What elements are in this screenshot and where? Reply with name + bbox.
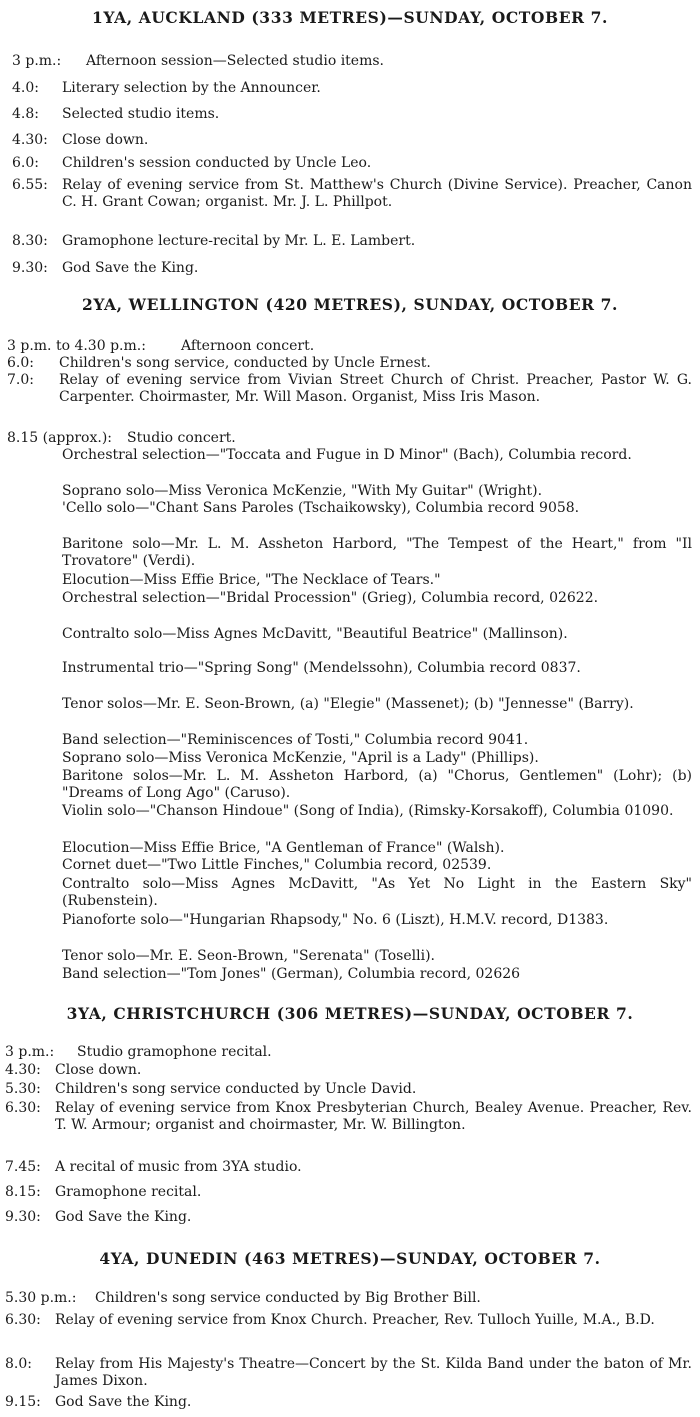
entry-text: Afternoon concert. <box>181 338 315 354</box>
entry-text: God Save the King. <box>55 1394 192 1410</box>
program-item: Contralto solo—Miss Agnes McDavitt, "As Yet No Light in the Eastern Sky" (Rubenstein). <box>62 876 692 909</box>
program-item: Cornet duet—"Two Little Finches," Columbia record, 02539. <box>62 857 492 873</box>
schedule-entry <box>12 53 692 70</box>
program-item: 'Cello solo—"Chant Sans Paroles (Tschaikowsky), Columbia record 9058. <box>62 500 580 516</box>
schedule-entry <box>12 132 692 149</box>
program-item: Band selection—"Reminiscences of Tosti," Columbia record 9041. <box>62 732 529 748</box>
entry-text: Studio concert. <box>127 430 236 446</box>
program-item: Soprano solo—Miss Veronica McKenzie, "April is a Lady" (Phillips). <box>62 750 539 766</box>
entry-time: 6.30: <box>5 1312 41 1328</box>
entry-text: Children's song service conducted by Uncle David. <box>55 1081 417 1097</box>
entry-time: 6.0: <box>12 155 39 171</box>
entry-text: A recital of music from 3YA studio. <box>55 1159 302 1175</box>
entry-text: Close down. <box>55 1062 142 1078</box>
entry-text: Literary selection by the Announcer. <box>62 80 321 96</box>
entry-time: 9.30: <box>5 1209 41 1225</box>
schedule-entry <box>12 155 692 172</box>
schedule-entry <box>7 372 692 423</box>
schedule-entry <box>5 1081 692 1098</box>
program-item: Violin solo—"Chanson Hindoue" (Song of India), (Rimsky-Korsakoff), Columbia 01090. <box>62 803 674 819</box>
entry-text: Children's session conducted by Uncle Leo. <box>62 155 372 171</box>
schedule-entry <box>7 430 692 447</box>
program-item: Soprano solo—Miss Veronica McKenzie, "With My Guitar" (Wright). <box>62 483 543 499</box>
program-item: Tenor solo—Mr. E. Seon-Brown, "Serenata" (Toselli). <box>62 948 435 964</box>
program-item: Band selection—"Tom Jones" (German), Columbia record, 02626 <box>62 966 521 982</box>
schedule-entry <box>12 260 692 277</box>
entry-time: 5.30 p.m.: <box>5 1290 77 1306</box>
entry-time: 8.30: <box>12 233 48 249</box>
entry-text: Relay of evening service from Knox Presbyterian Church, Bealey Avenue. Preacher, Rev. T. W. Armour; organist and choirmaster, Mr. W. Billington. <box>55 1100 692 1133</box>
entry-text: Children's song service conducted by Big Brother Bill. <box>95 1290 481 1306</box>
schedule-entry <box>12 177 692 228</box>
schedule-entry <box>5 1100 692 1151</box>
schedule-entry <box>7 355 692 372</box>
section-heading-wellington: 2YA, WELLINGTON (420 METRES), SUNDAY, OCTOBER 7. <box>81 295 619 314</box>
entry-time: 4.0: <box>12 80 39 96</box>
entry-text: God Save the King. <box>55 1209 192 1225</box>
entry-time: 3 p.m.: <box>12 53 62 69</box>
entry-time: 5.30: <box>5 1081 41 1097</box>
program-item: Contralto solo—Miss Agnes McDavitt, "Beautiful Beatrice" (Mallinson). <box>62 626 568 642</box>
entry-time: 4.8: <box>12 106 39 122</box>
entry-time: 8.15 (approx.): <box>7 430 112 446</box>
schedule-entry <box>12 106 692 123</box>
entry-text: Selected studio items. <box>62 106 220 122</box>
schedule-entry <box>5 1209 692 1226</box>
entry-text: Close down. <box>62 132 149 148</box>
schedule-entry <box>5 1044 692 1061</box>
entry-time: 4.30: <box>12 132 48 148</box>
entry-time: 3 p.m.: <box>5 1044 55 1060</box>
entry-time: 7.45: <box>5 1159 41 1175</box>
program-item: Pianoforte solo—"Hungarian Rhapsody," No. 6 (Liszt), H.M.V. record, D1383. <box>62 912 609 928</box>
entry-text: Children's song service, conducted by Uncle Ernest. <box>59 355 431 371</box>
schedule-entry <box>12 233 692 250</box>
schedule-entry <box>5 1159 692 1176</box>
schedule-entry <box>5 1356 692 1390</box>
schedule-entry <box>5 1312 692 1346</box>
program-item: Elocution—Miss Effie Brice, "A Gentleman of France" (Walsh). <box>62 840 505 856</box>
program-item: Tenor solos—Mr. E. Seon-Brown, (a) "Elegie" (Massenet); (b) "Jennesse" (Barry). <box>62 696 634 712</box>
section-heading-christchurch: 3YA, CHRISTCHURCH (306 METRES)—SUNDAY, OCTOBER 7. <box>66 1004 634 1023</box>
entry-text: Gramophone recital. <box>55 1184 202 1200</box>
program-item: Orchestral selection—"Bridal Procession" (Grieg), Columbia record, 02622. <box>62 590 599 606</box>
entry-time: 3 p.m. to 4.30 p.m.: <box>7 338 146 354</box>
schedule-entry <box>5 1290 692 1307</box>
entry-text: Relay of evening service from St. Matthew's Church (Divine Service). Preacher, Canon C. H. Grant Cowan; organist. Mr. J. L. Phillpot. <box>62 177 692 210</box>
entry-time: 9.30: <box>12 260 48 276</box>
entry-text: Studio gramophone recital. <box>77 1044 272 1060</box>
program-item: Orchestral selection—"Toccata and Fugue in D Minor" (Bach), Columbia record. <box>62 447 632 463</box>
program-item: Baritone solo—Mr. L. M. Assheton Harbord, "The Tempest of the Heart," from "Il Trovatore" (Verdi). <box>62 536 692 569</box>
entry-text: Relay of evening service from Knox Church. Preacher, Rev. Tulloch Yuille, M.A., B.D. <box>55 1312 655 1328</box>
section-heading-dunedin: 4YA, DUNEDIN (463 METRES)—SUNDAY, OCTOBER 7. <box>99 1249 601 1268</box>
entry-time: 7.0: <box>7 372 34 388</box>
program-item: Baritone solos—Mr. L. M. Assheton Harbord, (a) "Chorus, Gentlemen" (Lohr); (b) "Dreams of Long Ago" (Caruso). <box>62 768 692 801</box>
entry-text: Relay of evening service from Vivian Street Church of Christ. Preacher, Pastor W. G. Carpenter. Choirmaster, Mr. Will Mason. Organist, Miss Iris Mason. <box>59 372 692 405</box>
entry-time: 8.15: <box>5 1184 41 1200</box>
entry-time: 6.0: <box>7 355 34 371</box>
schedule-entry <box>12 80 692 97</box>
entry-time: 9.15: <box>5 1394 41 1410</box>
entry-text: Gramophone lecture-recital by Mr. L. E. Lambert. <box>62 233 416 249</box>
schedule-entry <box>5 1184 692 1201</box>
entry-time: 8.0: <box>5 1356 32 1372</box>
schedule-entry <box>5 1062 692 1079</box>
program-item: Elocution—Miss Effie Brice, "The Necklace of Tears." <box>62 572 441 588</box>
entry-text: God Save the King. <box>62 260 199 276</box>
entry-time: 6.55: <box>12 177 48 193</box>
schedule-entry <box>7 338 692 355</box>
entry-time: 4.30: <box>5 1062 41 1078</box>
entry-text: Relay from His Majesty's Theatre—Concert by the St. Kilda Band under the baton of Mr. James Dixon. <box>55 1356 692 1389</box>
section-heading-auckland: 1YA, AUCKLAND (333 METRES)—SUNDAY, OCTOBER 7. <box>92 8 608 27</box>
entry-text: Afternoon session—Selected studio items. <box>86 53 384 69</box>
program-item: Instrumental trio—"Spring Song" (Mendelssohn), Columbia record 0837. <box>62 660 581 676</box>
entry-time: 6.30: <box>5 1100 41 1116</box>
schedule-entry <box>5 1394 692 1411</box>
